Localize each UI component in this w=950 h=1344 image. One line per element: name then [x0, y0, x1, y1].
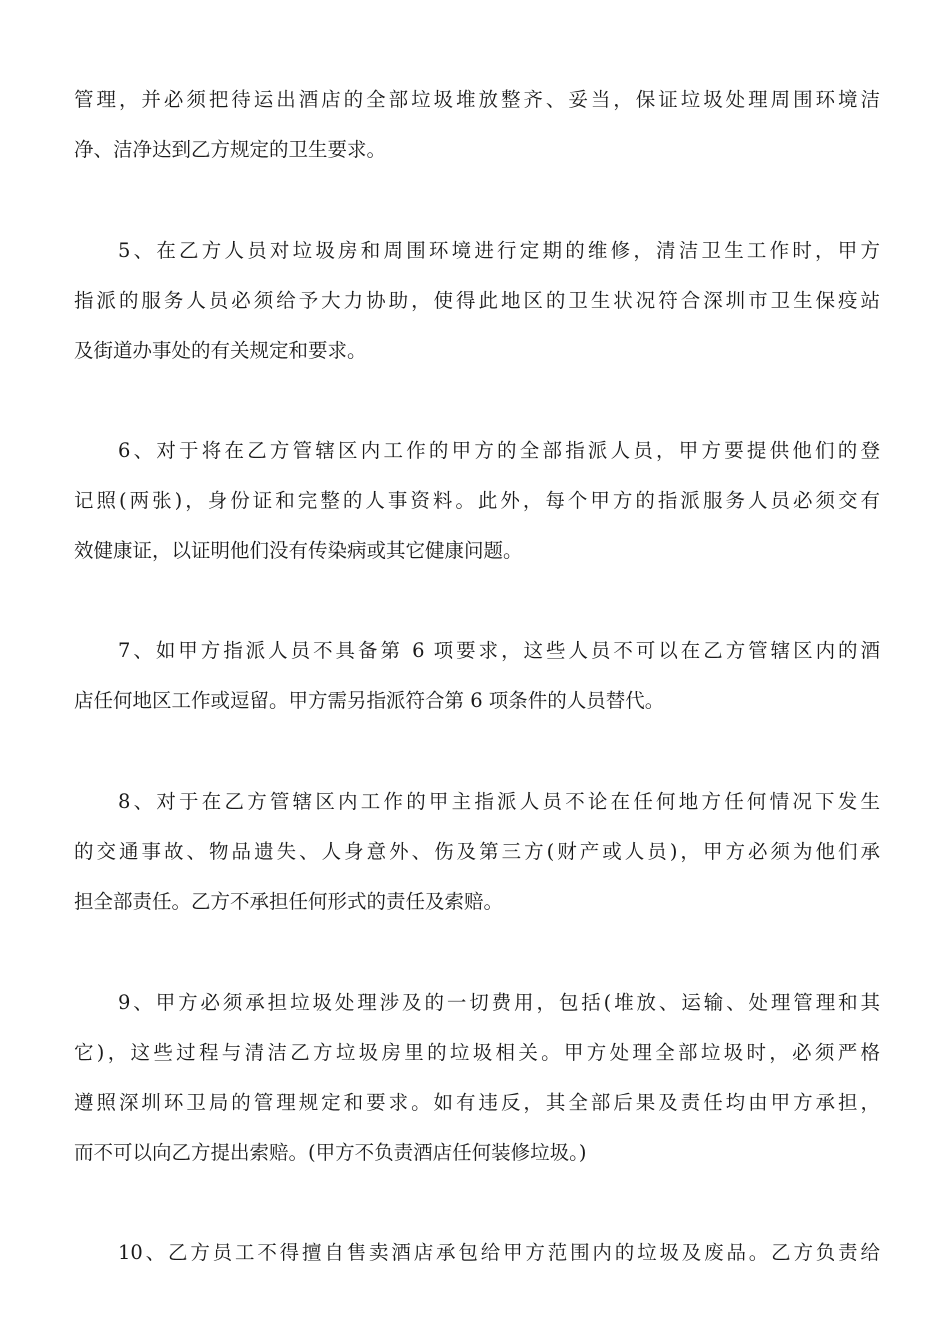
- paragraph-6-line-2: 记照(两张)，身份证和完整的人事资料。此外，每个甲方的指派服务人员必须交有: [74, 489, 880, 512]
- paragraph-5-line-2: 指派的服务人员必须给予大力协助，使得此地区的卫生状况符合深圳市卫生保疫站: [74, 289, 880, 312]
- paragraph-8-line-1: 8、对于在乙方管辖区内工作的甲主指派人员不论在任何地方任何情况下发生: [118, 790, 880, 813]
- paragraph-8-line-3: 担全部责任。乙方不承担任何形式的责任及索赔。: [74, 890, 504, 913]
- paragraph-9-line-1: 9、甲方必须承担垃圾处理涉及的一切费用，包括(堆放、运输、处理管理和其: [118, 991, 880, 1014]
- paragraph-4-line-1: 管理，并必须把待运出酒店的全部垃圾堆放整齐、妥当，保证垃圾处理周围环境洁: [74, 88, 880, 111]
- paragraph-9-line-4: 而不可以向乙方提出索赔。(甲方不负责酒店任何装修垃圾。): [74, 1141, 587, 1164]
- paragraph-5-line-3: 及街道办事处的有关规定和要求。: [74, 339, 367, 362]
- paragraph-10-line-1: 10、乙方员工不得擅自售卖酒店承包给甲方范围内的垃圾及废品。乙方负责给: [118, 1241, 880, 1264]
- paragraph-6-line-3: 效健康证，以证明他们没有传染病或其它健康问题。: [74, 539, 523, 562]
- paragraph-9-line-3: 遵照深圳环卫局的管理规定和要求。如有违反，其全部后果及责任均由甲方承担，: [74, 1091, 880, 1114]
- paragraph-6-line-1: 6、对于将在乙方管辖区内工作的甲方的全部指派人员，甲方要提供他们的登: [118, 439, 880, 462]
- paragraph-7-line-2: 店任何地区工作或逗留。甲方需另指派符合第 6 项条件的人员替代。: [74, 689, 665, 712]
- paragraph-7-line-1: 7、如甲方指派人员不具备第 6 项要求，这些人员不可以在乙方管辖区内的酒: [118, 639, 880, 662]
- paragraph-9-line-2: 它)，这些过程与清洁乙方垃圾房里的垃圾相关。甲方处理全部垃圾时，必须严格: [74, 1041, 880, 1064]
- paragraph-4-line-2: 净、洁净达到乙方规定的卫生要求。: [74, 138, 387, 161]
- paragraph-8-line-2: 的交通事故、物品遗失、人身意外、伤及第三方(财产或人员)，甲方必须为他们承: [74, 840, 880, 863]
- paragraph-5-line-1: 5、在乙方人员对垃圾房和周围环境进行定期的维修，清洁卫生工作时，甲方: [118, 239, 880, 262]
